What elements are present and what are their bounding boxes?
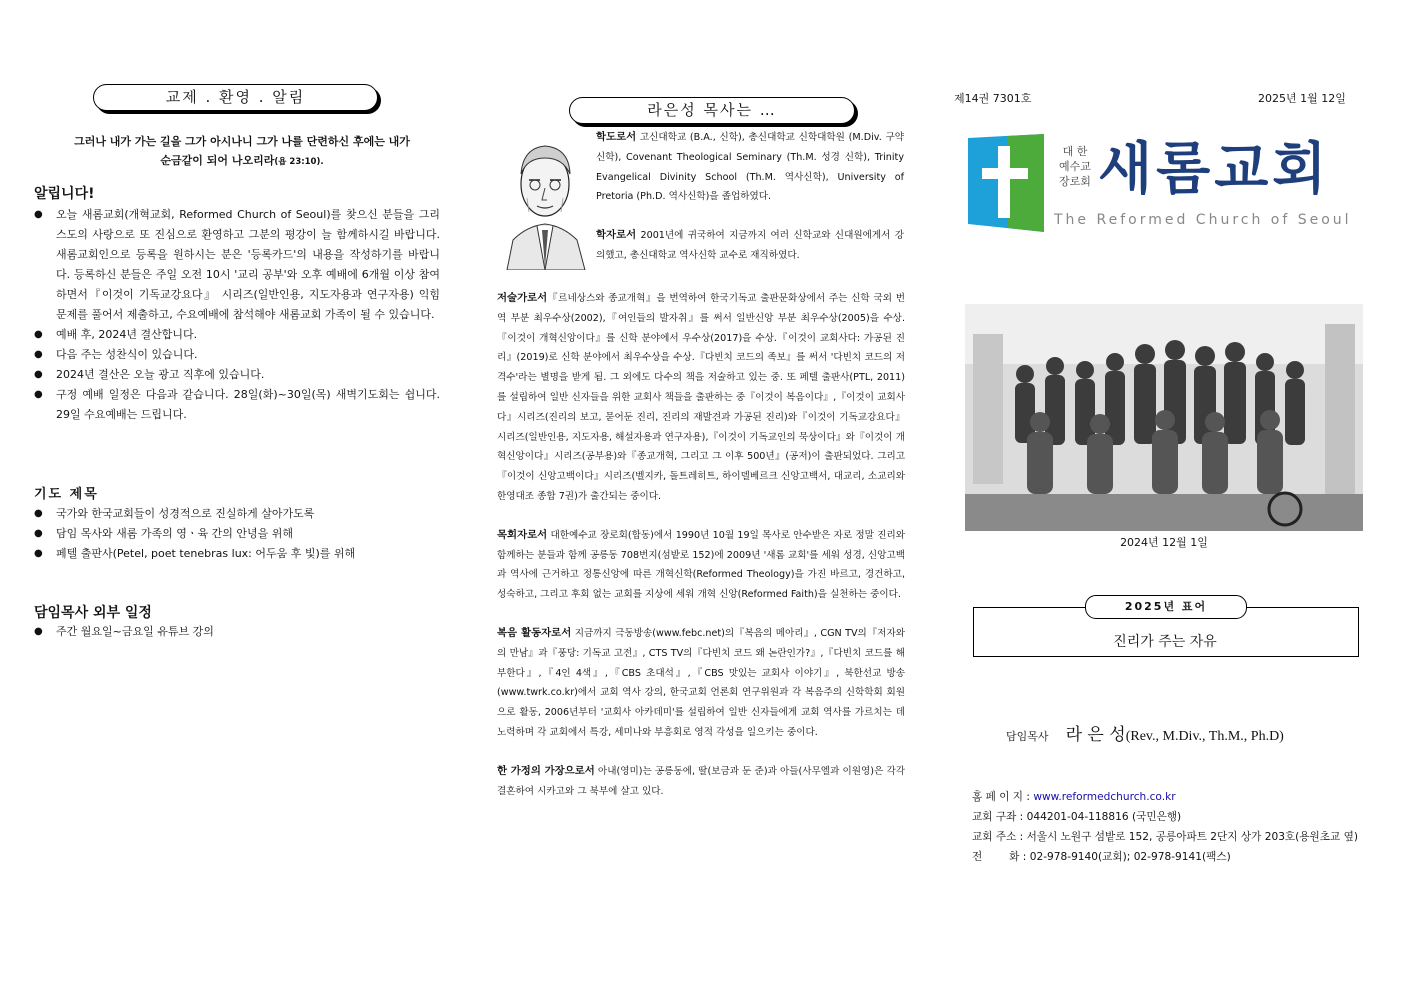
schedule-item: ● 주간 월요일~금요일 유튜브 강의 (34, 622, 440, 642)
bible-verse (40, 132, 444, 172)
pastor-name: 라 은 성 (1065, 725, 1126, 745)
church-contact (972, 787, 1368, 867)
group-photo-image (965, 304, 1363, 531)
announcements-title: 알립니다! (34, 186, 95, 202)
homepage-row: 홈 페 이 지 : www.reformedchurch.co.kr (972, 791, 1176, 803)
pastor-signature (1006, 720, 1366, 745)
bio-family: 한 가정의 가장으로서 아내(영미)는 공릉동에, 딸(보금과 둔 준)과 아들(사무엘과 이원영)은 각각 결혼하여 시카고와 그 북부에 살고 있다. (497, 764, 905, 797)
verse-line-2: 순금같이 되어 나오리라(욥 23:10). (160, 154, 324, 167)
pastor-degree: (Rev., M.Div., Th.M., Ph.D) (1125, 729, 1284, 744)
logo-english-name: The Reformed Church of Seoul (1054, 212, 1352, 228)
announcement-item: ● 오늘 새롬교회(개혁교회, Reformed Church of Seoul)를 찾으신 분들을 그리스도의 사랑으로 또 진심으로 환영하고 그분의 평강이 늘 함께하시길 바랍니다. 새롬교회인으로 등록을 원하시는 분은 '등록카드'의 내용을 작성하기를 바랍니다. 등록하신 분들은 주일 오전 10시 '교리 공부'와 오후 예배에 6개월 이상 참여하면서『이것이 기독교강요다』 시리즈(일반인용, 지도자용과 연구자용) 익힘 문제를 풀어서 제출하고, 수요예배에 참석해야 새롬교회 가족이 될 수 있습니다. (34, 205, 440, 325)
pastor-bio-body (497, 289, 905, 801)
section-header-fellowship (93, 84, 378, 111)
schedule-title: 담임목사 외부 일정 (34, 605, 152, 621)
church-logo (968, 134, 1358, 234)
prayer-item: ● 페텔 출판사(Petel, poet tenebras lux: 어두움 후 빛)를 위해 (34, 544, 440, 564)
homepage-link[interactable]: www.reformedchurch.co.kr (1033, 791, 1176, 803)
bio-text-academic: 2001년에 귀국하여 지금까지 여러 신학교와 신대원에게서 강의했고, 총신대학교 역사신학 교수로 재직하였다. (596, 230, 904, 261)
pastor-portrait (497, 128, 593, 270)
motto-label-pill (1085, 595, 1247, 619)
motto-label: 2025년 표어 (1124, 600, 1208, 613)
logo-church-name: 새롬교회 (1098, 137, 1331, 202)
verse-reference: (욥 23:10). (274, 157, 324, 167)
announcement-item: ● 구정 예배 일정은 다음과 같습니다. 28일(화)~30일(목) 새벽기도회는 쉽니다. 29일 수요예배는 드립니다. (34, 385, 440, 425)
photo-caption: 2024년 12월 1일 (1120, 536, 1208, 549)
announcements-list (34, 205, 440, 425)
verse-line-1: 그러나 내가 가는 길을 그가 아시나니 그가 나를 단련하신 후에는 내가 (74, 135, 410, 148)
section-header-pastor (569, 97, 855, 124)
cross-logo-icon (968, 134, 1044, 232)
pastor-bio-scholar (596, 128, 904, 207)
bio-evangelist: 복음 활동자로서 지금까지 극동방송(www.febc.net)의『복음의 메아리』, CGN TV의『저자와의 만남』과『풍당: 기독교 고전』, CTS TV의『다빈치 코드 왜 논란인가?』,『다빈치 코드를 해부한다』,『4인 4색』,『CBS 초대석』,『CBS 맛있는 교회사 이야기』, 북한선교 방송(www.twrk.co.kr)에서 교회 역사 강의, 한국교회 언론회 연구위원과 각 복음주의 신학학회 회원으로 활동, 2006년부터 '교회사 아카데미'를 설립하여 일반 신자들에게 교회 역사를 가르치는 데 노력하며 각 교회에서 특강, 세미나와 부흥회로 영적 각성을 일으키는 중이다. (497, 626, 905, 738)
pastor-profile-title: 라은성 목사는 … (647, 101, 777, 119)
prayer-list (34, 504, 440, 564)
bio-pastor: 목회자로서 대한예수교 장로회(합동)에서 1990년 10월 19일 목사로 안수받은 자로 정말 진리와 함께하는 분들과 함께 공릉동 708번지(섬밭로 152)에 2009년 '새롬 교회'를 세워 성경, 신앙고백과 역사에 근거하고 정통신앙에 따른 개혁신학(Reformed Theology)을 가진 바르고, 경건하고, 성숙하고, 그리고 후회 없는 교회를 지상에 세워 개혁 신앙(Reformed Faith)을 실천하는 중이다. (497, 528, 905, 601)
pastor-bio-academic (596, 226, 904, 266)
announcement-item: ● 2024년 결산은 오늘 광고 직후에 있습니다. (34, 365, 440, 385)
bio-lead-scholar: 학도로서 (596, 131, 637, 143)
pastor-sketch-image (497, 128, 593, 270)
schedule-list (34, 622, 440, 642)
motto-text: 진리가 주는 자유 (1113, 634, 1217, 650)
phone-row: 전 화 : 02-978-9140(교회); 02-978-9141(팩스) (972, 851, 1231, 863)
logo-denomination: 대 한 예수교 장로회 (1059, 145, 1091, 188)
announcement-item: ● 다음 주는 성찬식이 있습니다. (34, 345, 440, 365)
announcement-item: ● 예배 후, 2024년 결산합니다. (34, 325, 440, 345)
prayer-section (34, 483, 440, 564)
bio-text-scholar: 고신대학교 (B.A., 신학), 총신대학교 신학대학원 (M.Div. 구약신학), Covenant Theological Seminary (Th.M. 성경 신학), Trinity Evangelical Divinity School (Th.M. 역사신학), University of Pretoria (Ph.D. 역사신학)을 졸업하였다. (596, 132, 904, 203)
address-row: 교회 주소 : 서울시 노원구 섬밭로 152, 공릉아파트 2단지 상가 203호(용원초교 옆) (972, 831, 1358, 843)
account-row: 교회 구좌 : 044201-04-118816 (국민은행) (972, 811, 1182, 823)
bio-author: 저술가로서『르네상스와 종교개혁』을 번역하여 한국기독교 출판문화상에서 주는 신학 국외 번역 부분 최우수상(2002),『여인들의 발자취』를 써서 일반신앙 부분 최우수상(2005)을 수상.『이것이 개혁신앙이다』를 신학 분야에서 우수상(2017)을 수상.『이것이 교회사다: 가공된 진리』(2019)로 신학 분야에서 최우수상을 수상.『다빈치 코드의 족보』를 써서 '다빈치 코드의 저격수'라는 별명을 받게 됨. 그 외에도 다수의 책을 저술하고 있는 중. 또 페텔 출판사(PTL, 2011)를 설립하여 일반 신자들을 위한 교회사 책들을 출판하는 중『이것이 복음이다』,『이것이 교회사다』시리즈(진리의 보고, 묻어둔 진리, 진리의 재발견과 가공된 진리)와『이것이 기독교강요다』시리즈(일반인용, 지도자용, 해설자용과 연구자용),『이것이 기독교인의 묵상이다』와『이것이 개혁신앙이다』시리즈(공부용)와『종교개혁, 그리고 그 이후 500년』(공저)이 출판되었다. 그리고『이것이 신앙고백이다』시리즈(벨지카, 돌트레히트, 하이델베르크 신앙고백서, 대교리, 소교리와 한영대조 종합 7권)가 출간되는 중이다. (497, 292, 905, 502)
prayer-title: 기도 제목 (34, 487, 99, 502)
prayer-item: ● 담임 목사와 새롬 가족의 영ㆍ육 간의 안녕을 위해 (34, 524, 440, 544)
issue-date: 2025년 1월 12일 (1258, 92, 1346, 105)
fellowship-title: 교제 . 환영 . 알림 (165, 88, 306, 106)
congregation-photo (965, 304, 1363, 531)
prayer-item: ● 국가와 한국교회들이 성경적으로 진실하게 살아가도록 (34, 504, 440, 524)
bio-lead-academic: 학자로서 (596, 229, 637, 241)
issue-volume: 제14권 7301호 (954, 92, 1032, 105)
announcements-section (34, 183, 440, 425)
schedule-section (34, 602, 440, 642)
pastor-label: 담임목사 (1006, 730, 1049, 743)
